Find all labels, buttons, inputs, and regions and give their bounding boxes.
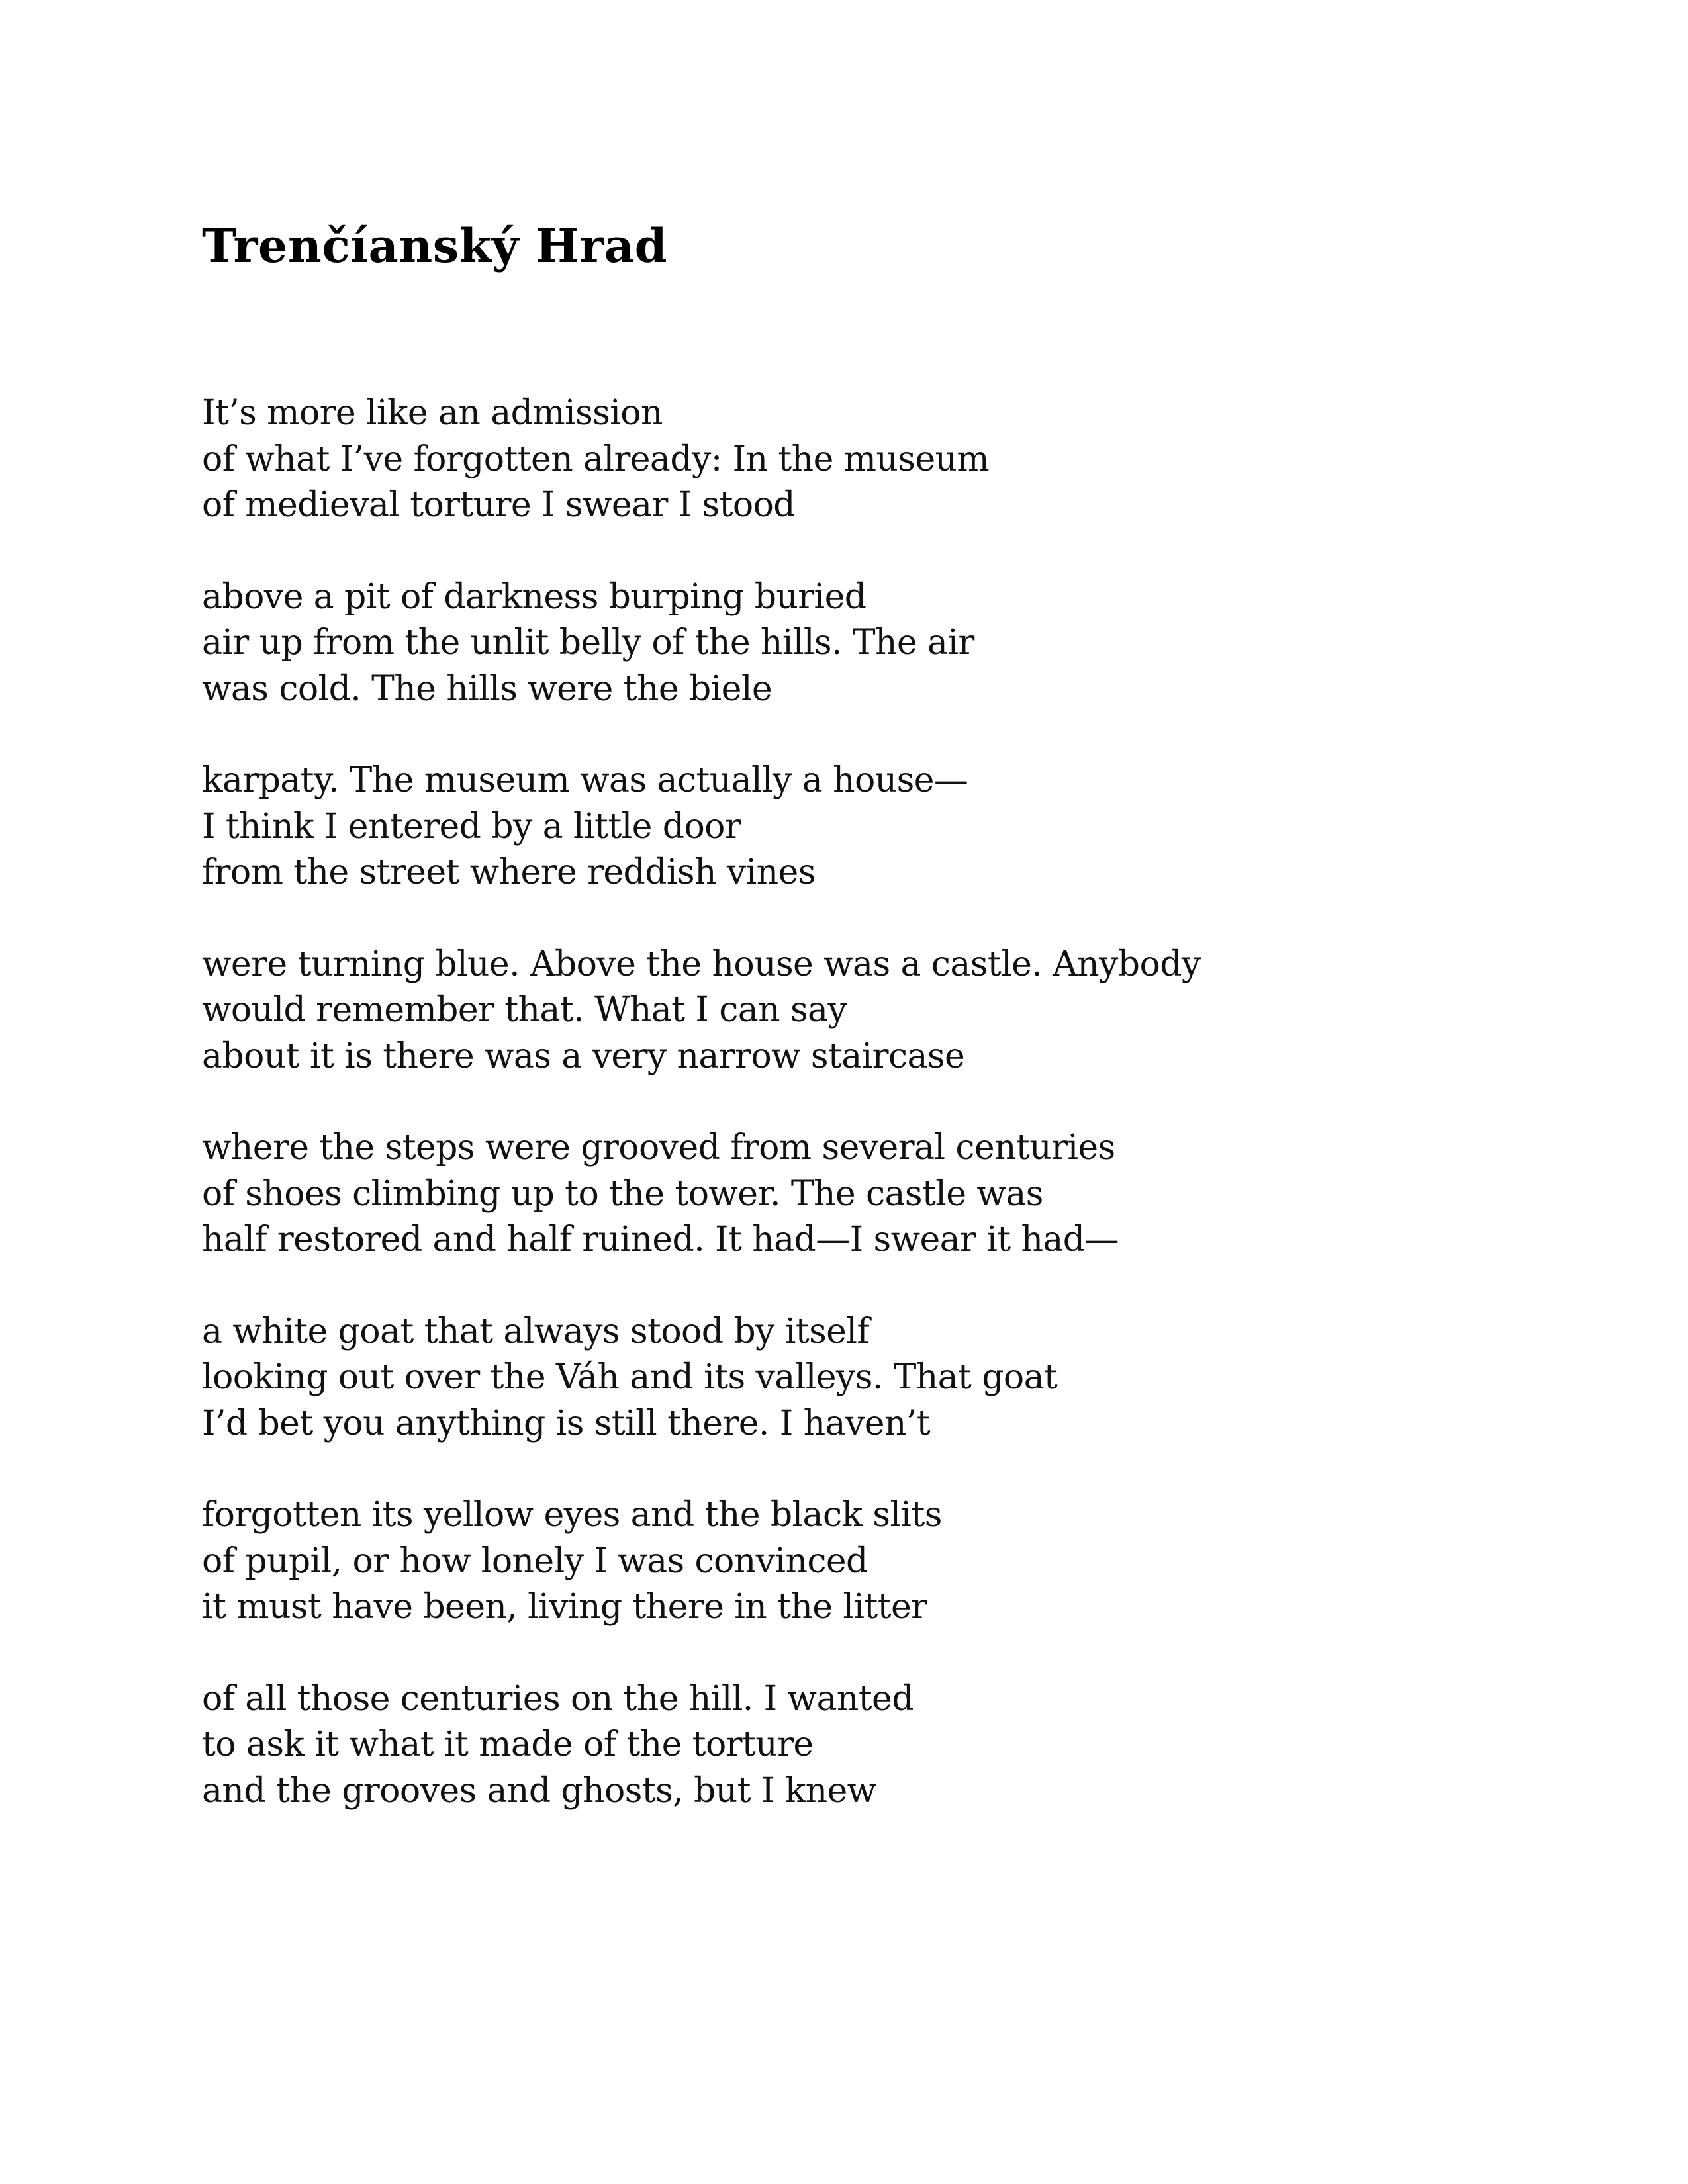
poem-line: air up from the unlit belly of the hills. The air xyxy=(202,623,974,662)
poem-line: I’d bet you anything is still there. I haven’t xyxy=(202,1403,930,1443)
stanza-6 xyxy=(202,1309,1526,1447)
poem-line: a white goat that always stood by itself xyxy=(202,1311,870,1351)
poem-line: was cold. The hills were the biele xyxy=(202,668,773,709)
stanza-5 xyxy=(202,1125,1526,1263)
poem-line: looking out over the Váh and its valleys. That goat xyxy=(202,1357,1058,1397)
poem-line: would remember that. What I can say xyxy=(202,990,847,1030)
stanza-2 xyxy=(202,574,1526,713)
poem-line: and the grooves and ghosts, but I knew xyxy=(202,1770,876,1811)
poem-line: about it is there was a very narrow staircase xyxy=(202,1036,965,1076)
stanza-7 xyxy=(202,1492,1526,1631)
poem-line: from the street where reddish vines xyxy=(202,852,816,892)
poem-line: of pupil, or how lonely I was convinced xyxy=(202,1541,868,1581)
stanza-8 xyxy=(202,1676,1526,1815)
poem-title: Trenčíanský Hrad xyxy=(202,218,668,273)
poem-line: it must have been, living there in the litter xyxy=(202,1587,927,1627)
poem-line: of medieval torture I swear I stood xyxy=(202,485,795,525)
stanza-1 xyxy=(202,390,1526,529)
poem-line: of all those centuries on the hill. I wanted xyxy=(202,1678,914,1719)
poem-line: karpaty. The museum was actually a house— xyxy=(202,760,968,800)
poem-line: where the steps were grooved from several centuries xyxy=(202,1128,1115,1167)
poem-line: It’s more like an admission xyxy=(202,393,663,433)
poem-line: of shoes climbing up to the tower. The castle was xyxy=(202,1173,1043,1214)
poem-line: I think I entered by a little door xyxy=(202,806,741,846)
poem-body xyxy=(202,390,1526,1860)
poem-line: above a pit of darkness burping buried xyxy=(202,576,867,617)
poem-line: forgotten its yellow eyes and the black slits xyxy=(202,1495,942,1535)
poem-line: were turning blue. Above the house was a castle. Anybody xyxy=(202,944,1201,984)
poem-line: half restored and half ruined. It had—I swear it had— xyxy=(202,1220,1119,1259)
poem-line: of what I’ve forgotten already: In the museum xyxy=(202,439,990,479)
poem-line: to ask it what it made of the torture xyxy=(202,1725,814,1764)
stanza-4 xyxy=(202,942,1526,1080)
stanza-3 xyxy=(202,758,1526,896)
